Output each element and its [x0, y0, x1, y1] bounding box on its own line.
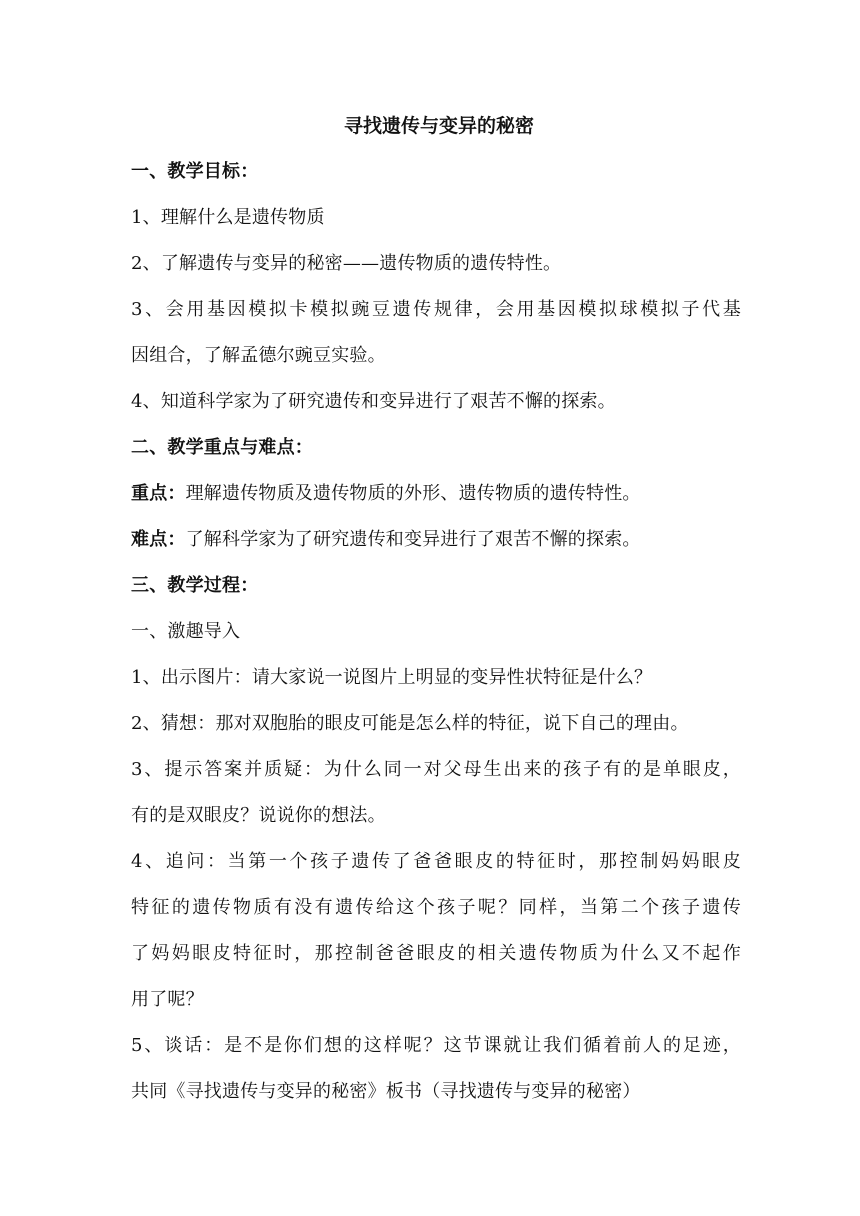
process-step-2: 2、猜想：那对双胞胎的眼皮可能是怎么样的特征，说下自己的理由。: [131, 713, 689, 734]
key-point-line: [131, 471, 741, 517]
objective-item-1: 1、理解什么是遗传物质: [131, 207, 325, 228]
process-step-4-line-2: 特征的遗传物质有没有遗传给这个孩子呢？同样，当第二个孩子遗传: [131, 897, 741, 918]
process-step-3-line-2: 有的是双眼皮？说说你的想法。: [131, 805, 386, 826]
process-step-4-line-3: 了妈妈眼皮特征时，那控制爸爸眼皮的相关遗传物质为什么又不起作: [131, 943, 741, 964]
section-heading-objectives: 一、教学目标：: [131, 161, 259, 182]
process-step-5-line-2: 共同《寻找遗传与变异的秘密》板书（寻找遗传与变异的秘密）: [131, 1081, 641, 1102]
objective-item-2: 2、了解遗传与变异的秘密——遗传物质的遗传特性。: [131, 253, 562, 274]
key-point-text: 理解遗传物质及遗传物质的外形、遗传物质的遗传特性。: [185, 483, 641, 504]
objective-item-3: [131, 287, 741, 379]
objective-item-3-line-2: 因组合，了解孟德尔豌豆实验。: [131, 345, 386, 366]
process-step-5-line-1: 5、谈话：是不是你们想的这样呢？这节课就让我们循着前人的足迹，: [131, 1035, 741, 1056]
process-step-5: [131, 1023, 741, 1115]
section-heading-key-points: 二、教学重点与难点：: [131, 437, 313, 458]
document-page: [131, 103, 741, 1115]
section-heading-process: 三、教学过程：: [131, 575, 259, 596]
difficulty-label: 难点：: [131, 529, 186, 550]
process-step-3-line-1: 3、提示答案并质疑：为什么同一对父母生出来的孩子有的是单眼皮，: [131, 759, 741, 780]
objective-item-3-line-1: 3、会用基因模拟卡模拟豌豆遗传规律，会用基因模拟球模拟子代基: [131, 299, 741, 320]
key-point-label: 重点：: [131, 483, 186, 504]
process-step-1: 1、出示图片：请大家说一说图片上明显的变异性状特征是什么？: [131, 667, 653, 688]
process-step-4-line-1: 4、追问：当第一个孩子遗传了爸爸眼皮的特征时，那控制妈妈眼皮: [131, 851, 741, 872]
objective-item-4: 4、知道科学家为了研究遗传和变异进行了艰苦不懈的探索。: [131, 391, 616, 412]
process-subheading: 一、激趣导入: [131, 621, 241, 642]
process-step-4: [131, 839, 741, 1023]
difficulty-text: 了解科学家为了研究遗传和变异进行了艰苦不懈的探索。: [185, 529, 641, 550]
process-step-4-line-4: 用了呢？: [131, 989, 204, 1010]
difficulty-line: [131, 517, 741, 563]
process-step-3: [131, 747, 741, 839]
document-title: 寻找遗传与变异的秘密: [343, 115, 534, 137]
